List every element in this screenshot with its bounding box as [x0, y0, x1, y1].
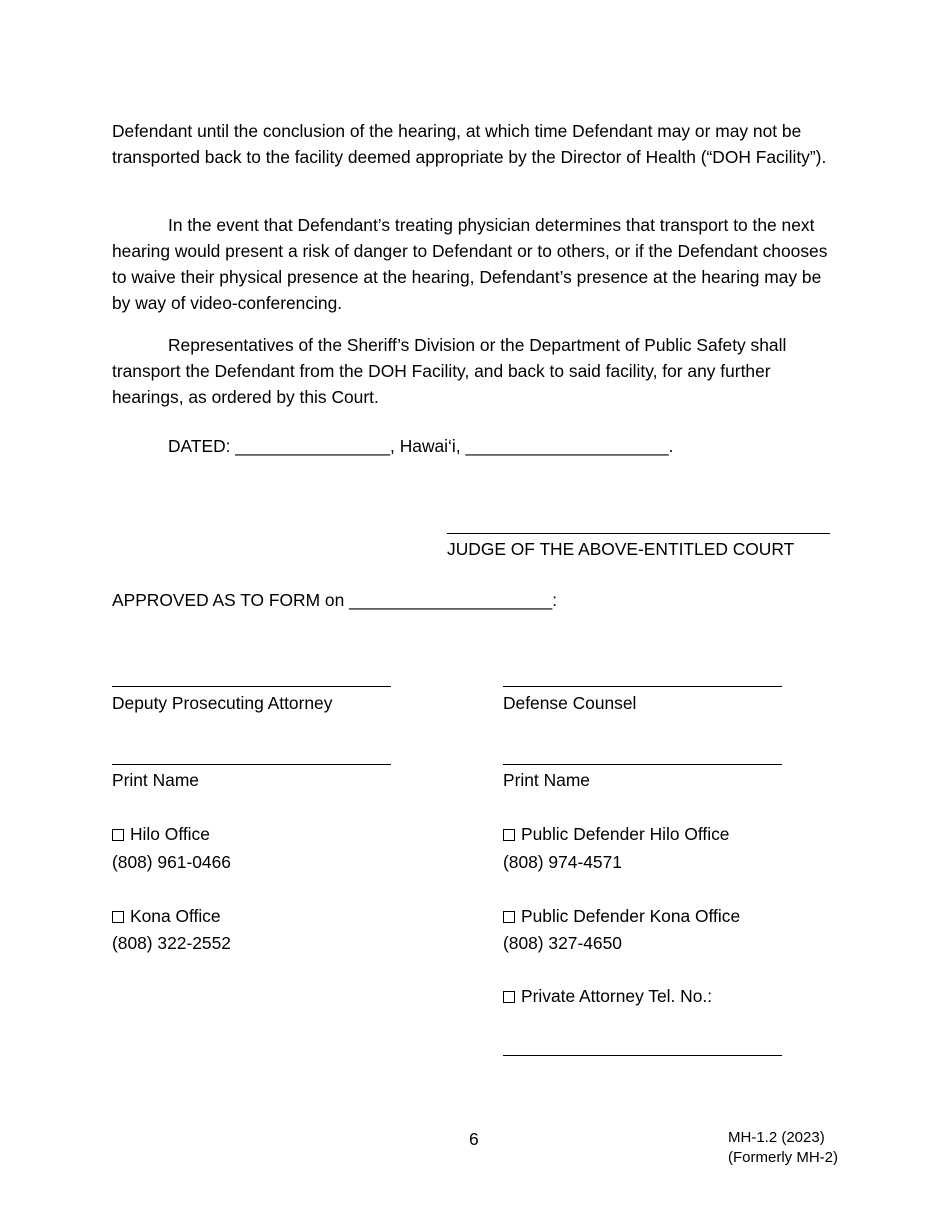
prosecutor-print-name-line — [112, 764, 391, 765]
paragraph-transport-conclusion: Defendant until the conclusion of the hearing, at which time Defendant may or may not be transported back to the facility deemed appropriate by the Director of Health (“DOH Facility”). — [112, 121, 827, 167]
dated-line: DATED: ________________, Hawai‘i, _____________________. — [168, 436, 674, 456]
checkbox-icon[interactable] — [503, 991, 515, 1003]
paragraph-sheriff-transport: Representatives of the Sheriff’s Division or the Department of Public Safety shall transport the Defendant from the DOH Facility, and back to said facility, for any further hearings, as ordered by this Court. — [112, 335, 787, 407]
hilo-office-label: Hilo Office — [130, 824, 210, 844]
defense-role-label: Defense Counsel — [503, 693, 637, 713]
prosecutor-role-label: Deputy Prosecuting Attorney — [112, 693, 333, 713]
prosecutor-print-name-label: Print Name — [112, 770, 199, 790]
defense-print-name-line — [503, 764, 782, 765]
kona-office-label: Kona Office — [130, 906, 221, 926]
public-defender-kona-phone: (808) 327-4650 — [503, 933, 622, 953]
form-code: MH-1.2 (2023) — [728, 1129, 825, 1146]
public-defender-hilo-option[interactable] — [503, 824, 729, 845]
checkbox-icon[interactable] — [112, 829, 124, 841]
judge-label: JUDGE OF THE ABOVE-ENTITLED COURT — [447, 539, 795, 559]
hilo-office-option[interactable] — [112, 824, 210, 845]
page-number: 6 — [469, 1129, 479, 1149]
hilo-office-phone: (808) 961-0466 — [112, 852, 231, 872]
public-defender-kona-option[interactable] — [503, 906, 740, 927]
former-form-code: (Formerly MH-2) — [728, 1149, 838, 1166]
public-defender-kona-label: Public Defender Kona Office — [521, 906, 741, 926]
prosecutor-signature-line — [112, 686, 391, 687]
approved-as-to-form-line: APPROVED AS TO FORM on _____________________: — [112, 590, 558, 610]
kona-office-option[interactable] — [112, 906, 221, 927]
paragraph-video-conferencing: In the event that Defendant’s treating physician determines that transport to the next hearing would present a risk of danger to Defendant or to others, or if the Defendant chooses to waive their physical presence at the hearing, Defendant’s presence at the hearing may be by way of video-conferencing. — [112, 215, 828, 313]
checkbox-icon[interactable] — [503, 829, 515, 841]
checkbox-icon[interactable] — [112, 911, 124, 923]
private-attorney-phone-line — [503, 1055, 782, 1056]
defense-print-name-label: Print Name — [503, 770, 590, 790]
private-attorney-label: Private Attorney Tel. No.: — [521, 986, 713, 1006]
defense-signature-line — [503, 686, 782, 687]
kona-office-phone: (808) 322-2552 — [112, 933, 231, 953]
checkbox-icon[interactable] — [503, 911, 515, 923]
public-defender-hilo-phone: (808) 974-4571 — [503, 852, 622, 872]
judge-signature-line — [447, 533, 830, 534]
public-defender-hilo-label: Public Defender Hilo Office — [521, 824, 730, 844]
private-attorney-option[interactable] — [503, 986, 712, 1007]
